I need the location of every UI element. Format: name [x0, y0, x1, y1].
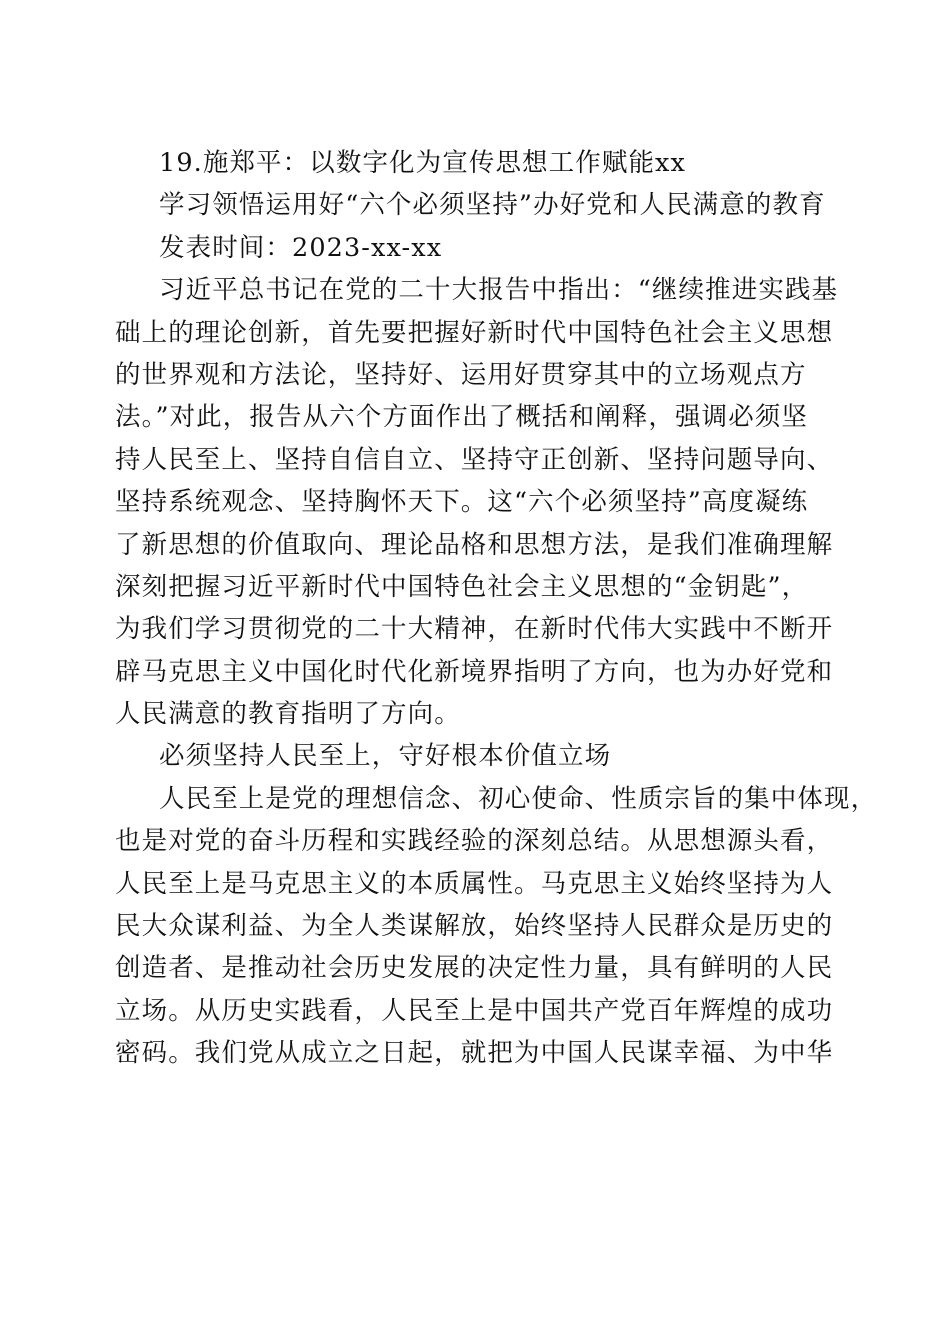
paragraph-line: 础上的理论创新，首先要把握好新时代中国特色社会主义思想 [115, 317, 834, 348]
paragraph-line: 人民至上是党的理想信念、初心使命、性质宗旨的集中体现， [159, 783, 878, 814]
document-body [115, 142, 878, 1075]
paragraph-line: 辟马克思主义中国化时代化新境界指明了方向，也为办好党和 [115, 656, 834, 687]
document-subtitle: 学习领悟运用好“六个必须坚持”办好党和人民满意的教育 [159, 190, 826, 221]
paragraph-intro [115, 269, 840, 735]
paragraph-line: 立场。从历史实践看，人民至上是中国共产党百年辉煌的成功 [115, 995, 834, 1026]
paragraph-line: 也是对党的奋斗历程和实践经验的深刻总结。从思想源头看， [115, 826, 834, 857]
paragraph-line: 坚持系统观念、坚持胸怀天下。这“六个必须坚持”高度凝练 [115, 487, 809, 518]
paragraph-people-first [115, 778, 878, 1075]
paragraph-line: 法。”对此，报告从六个方面作出了概括和阐释，强调必须坚 [115, 402, 808, 433]
paragraph-line: 深刻把握习近平新时代中国特色社会主义思想的“金钥匙”， [115, 571, 809, 602]
paragraph-line: 创造者、是推动社会历史发展的决定性力量，具有鲜明的人民 [115, 953, 834, 984]
paragraph-line: 了新思想的价值取向、理论品格和思想方法，是我们准确理解 [115, 529, 834, 560]
paragraph-line: 持人民至上、坚持自信自立、坚持守正创新、坚持问题导向、 [115, 444, 834, 475]
paragraph-line: 人民至上是马克思主义的本质属性。马克思主义始终坚持为人 [115, 868, 834, 899]
paragraph-line: 为我们学习贯彻党的二十大精神，在新时代伟大实践中不断开 [115, 614, 834, 645]
paragraph-line: 的世界观和方法论，坚持好、运用好贯穿其中的立场观点方 [115, 359, 807, 390]
section-heading: 必须坚持人民至上，守好根本价值立场 [159, 741, 612, 772]
document-title: 19.施郑平：以数字化为宣传思想工作赋能xx [159, 148, 687, 178]
paragraph-line: 密码。我们党从成立之日起，就把为中国人民谋幸福、为中华 [115, 1038, 834, 1069]
paragraph-line: 民大众谋利益、为全人类谋解放，始终坚持人民群众是历史的 [115, 911, 834, 942]
paragraph-line: 习近平总书记在党的二十大报告中指出：“继续推进实践基 [159, 275, 839, 306]
publish-date: 发表时间：2023-xx-xx [159, 232, 443, 263]
paragraph-line: 人民满意的教育指明了方向。 [115, 699, 461, 730]
